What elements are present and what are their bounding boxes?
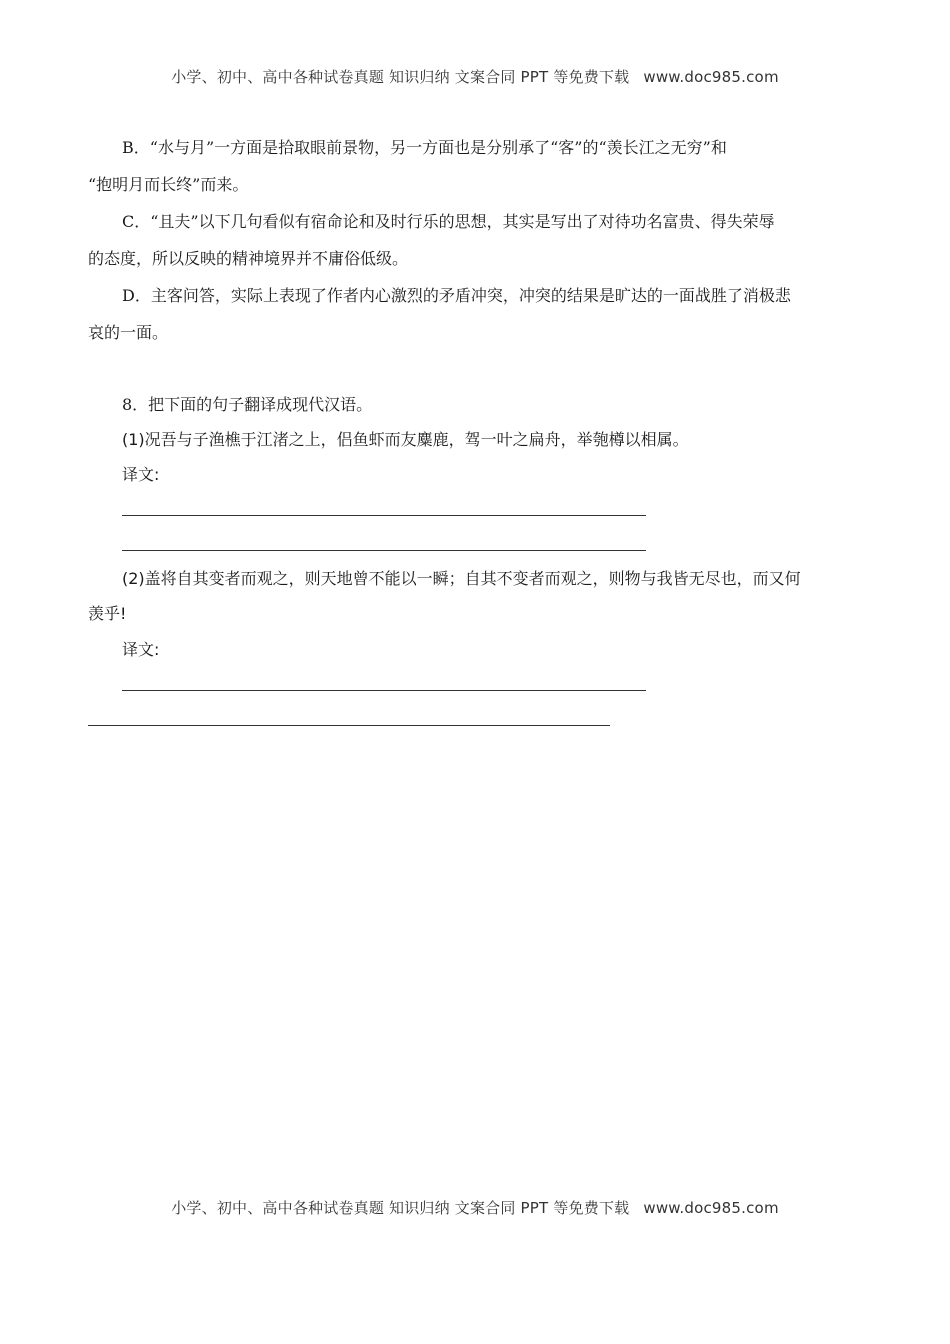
translation-label-1: 译文:: [122, 465, 160, 484]
option-c-line2: 的态度，所以反映的精神境界并不庸俗低级。: [88, 249, 409, 268]
page-footer: [0, 1197, 950, 1218]
answer-line-1a[interactable]: [122, 515, 646, 516]
answer-line-1b[interactable]: [122, 550, 646, 551]
option-b-line2: “抱明月而长终”而来。: [88, 175, 249, 194]
header-url[interactable]: www.doc985.com: [643, 68, 779, 86]
option-d-line2: 哀的一面。: [88, 323, 169, 342]
question-8-sentence-2-line1: (2)盖将自其变者而观之，则天地曾不能以一瞬；自其不变者而观之，则物与我皆无尽也，而又何: [122, 569, 801, 588]
page-header: [0, 66, 950, 87]
option-c-line1: C．“且夫”以下几句看似有宿命论和及时行乐的思想，其实是写出了对待功名富贵、得失荣辱: [122, 212, 775, 231]
question-8-sentence-2-line2: 羡乎!: [88, 604, 127, 623]
option-d-line1: D．主客问答，实际上表现了作者内心激烈的矛盾冲突，冲突的结果是旷达的一面战胜了消极悲: [122, 286, 791, 305]
question-8-title: 8．把下面的句子翻译成现代汉语。: [122, 395, 373, 414]
header-text: 小学、初中、高中各种试卷真题 知识归纳 文案合同 PPT 等免费下载: [171, 68, 630, 86]
footer-text: 小学、初中、高中各种试卷真题 知识归纳 文案合同 PPT 等免费下载: [171, 1199, 630, 1217]
footer-url[interactable]: www.doc985.com: [643, 1199, 779, 1217]
answer-line-2b[interactable]: [88, 725, 610, 726]
answer-line-2a[interactable]: [122, 690, 646, 691]
question-8-sentence-1: (1)况吾与子渔樵于江渚之上，侣鱼虾而友麋鹿，驾一叶之扁舟，举匏樽以相属。: [122, 430, 689, 449]
option-b-line1: B．“水与月”一方面是拾取眼前景物，另一方面也是分别承了“客”的“羡长江之无穷”和: [122, 138, 727, 157]
translation-label-2: 译文:: [122, 640, 160, 659]
